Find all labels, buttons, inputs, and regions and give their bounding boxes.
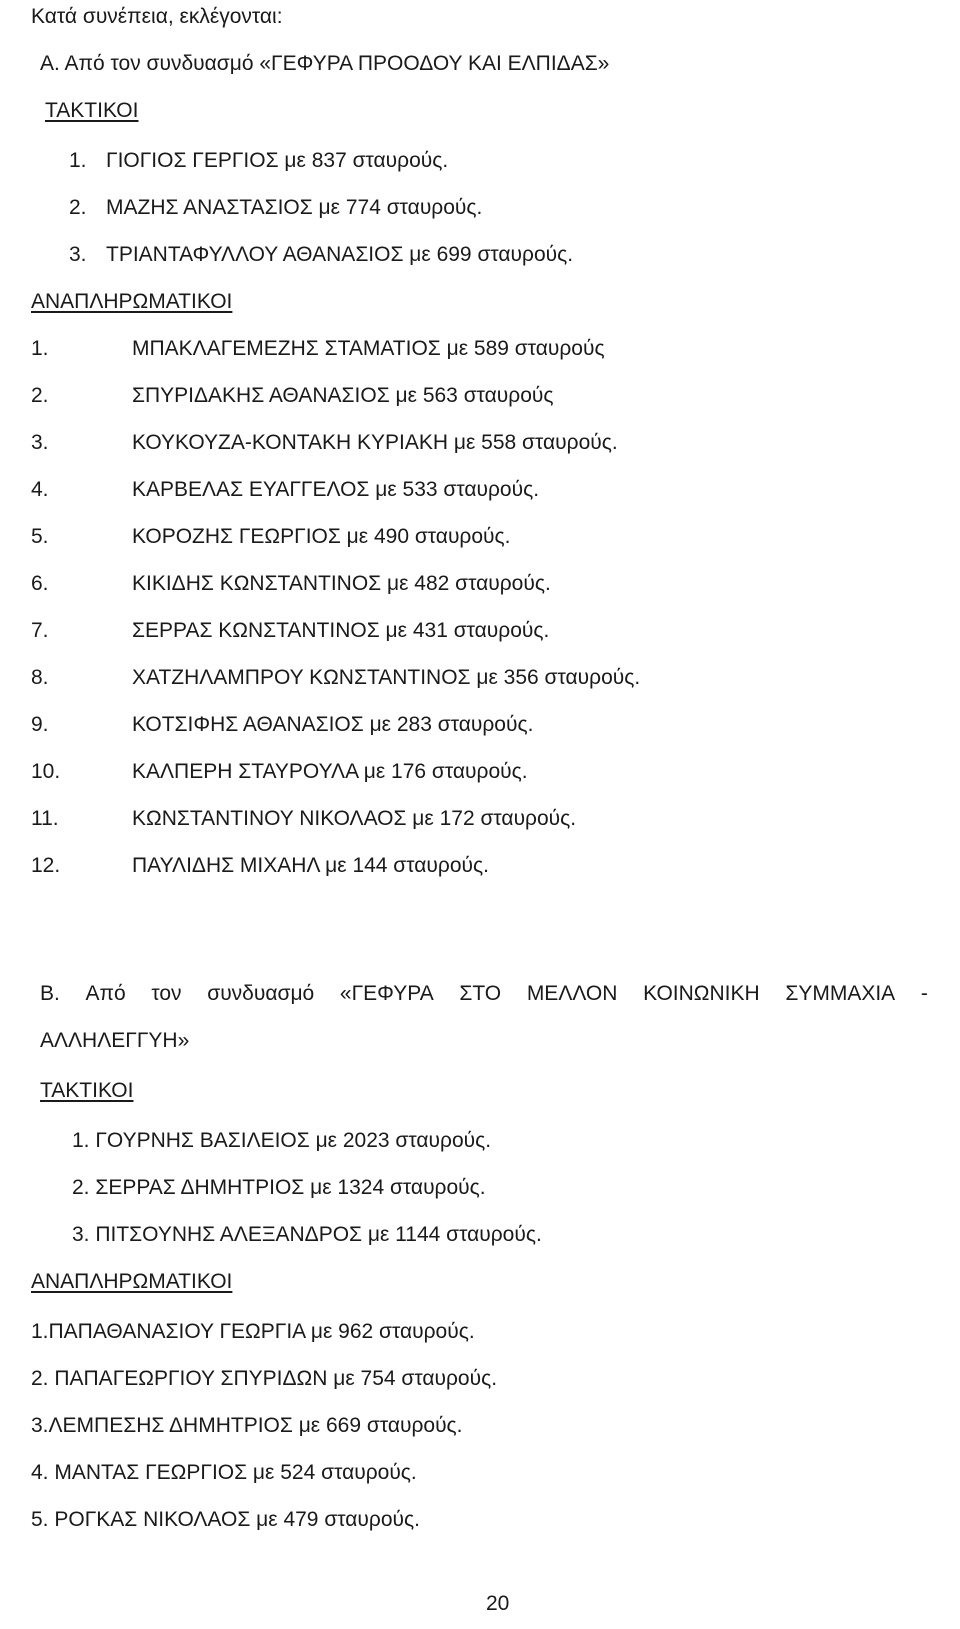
item-number: 7. <box>31 619 49 642</box>
item-text: ΠΑΥΛΙΔΗΣ ΜΙΧΑΗΛ με 144 σταυρούς. <box>132 854 489 877</box>
item-number: 1. <box>31 337 49 360</box>
section-b-substitute-item: 2. ΠΑΠΑΓΕΩΡΓΙΟΥ ΣΠΥΡΙΔΩΝ με 754 σταυρούς. <box>31 1367 498 1390</box>
item-number: 4. <box>31 478 49 501</box>
item-text: ΣΠΥΡΙΔΑΚΗΣ ΑΘΑΝΑΣΙΟΣ με 563 σταυρούς <box>132 384 554 407</box>
item-number: 6. <box>31 572 49 595</box>
section-b-regular-item: 3. ΠΙΤΣΟΥΝΗΣ ΑΛΕΞΑΝΔΡΟΣ με 1144 σταυρούς. <box>72 1223 542 1246</box>
section-b-heading <box>40 980 928 1008</box>
section-a-substitute-item <box>31 805 576 833</box>
heading-word: «ΓΕΦΥΡΑ <box>339 982 434 1005</box>
item-number: 1. <box>69 149 87 172</box>
item-text: ΚΟΤΣΙΦΗΣ ΑΘΑΝΑΣΙΟΣ με 283 σταυρούς. <box>132 713 534 736</box>
item-text: ΚΟΥΚΟΥΖΑ-ΚΟΝΤΑΚΗ ΚΥΡΙΑΚΗ με 558 σταυρούς. <box>132 431 618 454</box>
intro-text: Κατά συνέπεια, εκλέγονται: <box>31 5 283 28</box>
item-text: ΜΑΖΗΣ ΑΝΑΣΤΑΣΙΟΣ με 774 σταυρούς. <box>106 196 483 219</box>
section-b-substitute-item: 5. ΡΟΓΚΑΣ ΝΙΚΟΛΑΟΣ με 479 σταυρούς. <box>31 1508 420 1531</box>
section-a-substitute-item <box>31 429 618 457</box>
item-number: 5. <box>31 525 49 548</box>
section-a-substitute-item <box>31 523 511 551</box>
section-a-substitute-item <box>31 852 489 880</box>
item-number: 9. <box>31 713 49 736</box>
item-number: 3. <box>69 243 87 266</box>
heading-word: Από <box>85 982 126 1005</box>
section-b-heading-continued: ΑΛΛΗΛΕΓΓΥΗ» <box>40 1029 190 1052</box>
item-text: ΜΠΑΚΛΑΓΕΜΕΖΗΣ ΣΤΑΜΑΤΙΟΣ με 589 σταυρούς <box>132 337 605 360</box>
section-a-substitute-item <box>31 711 533 739</box>
item-number: 12. <box>31 854 61 877</box>
section-a-substitute-item <box>31 617 549 645</box>
item-text: ΓΙΟΓΙΟΣ ΓΕΡΓΙΟΣ με 837 σταυρούς. <box>106 149 449 172</box>
item-number: 2. <box>31 384 49 407</box>
section-b-substitute-item: 3.ΛΕΜΠΕΣΗΣ ΔΗΜΗΤΡΙΟΣ με 669 σταυρούς. <box>31 1414 463 1437</box>
item-text: ΚΑΡΒΕΛΑΣ ΕΥΑΓΓΕΛΟΣ με 533 σταυρούς. <box>132 478 540 501</box>
heading-word: ΣΤΟ <box>459 982 502 1005</box>
section-a-regular-item <box>69 241 573 269</box>
heading-word: Β. <box>40 982 60 1005</box>
item-text: ΚΑΛΠΕΡΗ ΣΤΑΥΡΟΥΛΑ με 176 σταυρούς. <box>132 760 528 783</box>
section-a-substitute-item <box>31 335 605 363</box>
page-number: 20 <box>486 1592 510 1615</box>
heading-word: ΚΟΙΝΩΝΙΚΗ <box>643 982 760 1005</box>
item-text: ΣΕΡΡΑΣ ΚΩΝΣΤΑΝΤΙΝΟΣ με 431 σταυρούς. <box>132 619 550 642</box>
section-a-substitute-item <box>31 664 640 692</box>
heading-word: τον <box>151 982 182 1005</box>
section-b-regular-item: 1. ΓΟΥΡΝΗΣ ΒΑΣΙΛΕΙΟΣ με 2023 σταυρούς. <box>72 1129 492 1152</box>
section-a-substitute-item <box>31 382 554 410</box>
section-a-substitute-item <box>31 758 528 786</box>
item-number: 11. <box>31 807 59 830</box>
section-a-substitute-item <box>31 476 539 504</box>
section-a-substitute-label: ΑΝΑΠΛΗΡΩΜΑΤΙΚΟΙ <box>31 290 233 313</box>
section-b-substitute-item: 1.ΠΑΠΑΘΑΝΑΣΙΟΥ ΓΕΩΡΓΙΑ με 962 σταυρούς. <box>31 1320 475 1343</box>
item-text: ΚΩΝΣΤΑΝΤΙΝΟΥ ΝΙΚΟΛΑΟΣ με 172 σταυρούς. <box>132 807 577 830</box>
section-a-regular-item <box>69 194 482 222</box>
heading-word: - <box>920 982 928 1005</box>
item-text: ΚΟΡΟΖΗΣ ΓΕΩΡΓΙΟΣ με 490 σταυρούς. <box>132 525 511 548</box>
item-text: ΚΙΚΙΔΗΣ ΚΩΝΣΤΑΝΤΙΝΟΣ με 482 σταυρούς. <box>132 572 551 595</box>
section-b-regular-item: 2. ΣΕΡΡΑΣ ΔΗΜΗΤΡΙΟΣ με 1324 σταυρούς. <box>72 1176 486 1199</box>
section-a-heading: Α. Από τον συνδυασμό «ΓΕΦΥΡΑ ΠΡΟΟΔΟΥ ΚΑΙ ΕΛΠΙΔΑΣ» <box>40 52 610 75</box>
item-text: ΧΑΤΖΗΛΑΜΠΡΟΥ ΚΩΝΣΤΑΝΤΙΝΟΣ με 356 σταυρούς. <box>132 666 641 689</box>
item-number: 10. <box>31 760 61 783</box>
heading-word: ΜΕΛΛΟΝ <box>526 982 618 1005</box>
item-number: 2. <box>69 196 87 219</box>
item-number: 8. <box>31 666 49 689</box>
section-a-regular-label: ΤΑΚΤΙΚΟΙ <box>45 99 139 122</box>
item-number: 3. <box>31 431 49 454</box>
section-b-substitute-label: ΑΝΑΠΛΗΡΩΜΑΤΙΚΟΙ <box>31 1270 233 1293</box>
section-b-substitute-item: 4. ΜΑΝΤΑΣ ΓΕΩΡΓΙΟΣ με 524 σταυρούς. <box>31 1461 417 1484</box>
item-text: ΤΡΙΑΝΤΑΦΥΛΛΟΥ ΑΘΑΝΑΣΙΟΣ με 699 σταυρούς. <box>106 243 574 266</box>
section-b-regular-label: ΤΑΚΤΙΚΟΙ <box>40 1079 134 1102</box>
heading-word: ΣΥΜΜΑΧΙΑ <box>785 982 896 1005</box>
heading-word: συνδυασμό <box>207 982 315 1005</box>
section-a-regular-item <box>69 147 448 175</box>
section-a-substitute-item <box>31 570 551 598</box>
